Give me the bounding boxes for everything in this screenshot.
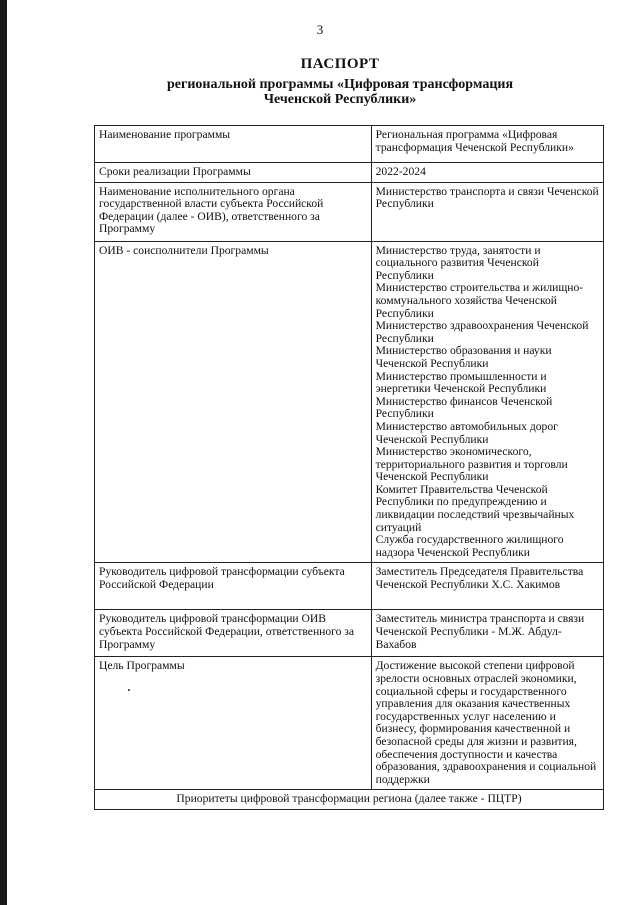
list-item: Министерство финансов Чеченской Республики [375,394,553,421]
row-value: Региональная программа «Цифровая трансформация Чеченской Республики» [371,126,603,163]
row-label: Сроки реализации Программы [95,163,372,183]
row-label: Наименование программы [95,126,372,163]
row-value: Заместитель Председателя Правительства Чеченской Республики Х.С. Хакимов [371,563,603,610]
list-item: Министерство здравоохранения Чеченской Республики [375,319,589,345]
row-label: Наименование исполнительного органа государственной власти субъекта Российской Федерации (далее - ОИВ), ответственного за Программу [95,182,372,241]
row-label: Руководитель цифровой трансформации субъекта Российской Федерации [95,563,372,610]
page-number: 3 [316,22,324,37]
table-row-co-executors [95,241,604,563]
passport-table [94,125,604,810]
table-row-responsible-body [95,182,604,241]
subtitle-line-1: региональной программы «Цифровая трансформация [166,77,514,92]
list-item: Министерство промышленности и энергетики Чеченской Республики [375,369,547,396]
list-item: Министерство труда, занятости и социального развития Чеченской Республики [375,243,541,282]
table-row-goal [95,657,604,790]
row-value: Достижение высокой степени цифровой зрелости основных отраслей экономики, социальной сферы и государственного управления для оказания качественных государственных услуг населению и бизнесу, формирования качественной и безопасной среды для жизни и развития, обеспечения доступности и качества образования, здравоохранения и социальной поддержки [371,657,603,790]
subtitle-line-2: Чеченской Республики» [263,92,417,107]
row-label-cell [95,657,372,790]
row-value-list [371,241,603,563]
document-subtitle [0,77,640,107]
row-value: Заместитель министра транспорта и связи Чеченской Республики - М.Ж. Абдул-Вахабов [371,610,603,657]
list-item: Министерство экономического, территориального развития и торговли Чеченской Республики [375,445,568,484]
document-title: ПАСПОРТ [300,56,380,72]
list-item: Комитет Правительства Чеченской Республики по предупреждению и ликвидации последствий чрезвычайных ситуаций [375,482,575,534]
priorities-heading: Приоритеты цифровой трансформации региона (далее также - ПЦТР) [95,790,604,810]
row-value: Министерство транспорта и связи Чеченской Республики [371,182,603,241]
table-row-oiv-head [95,610,604,657]
scan-dot: · [127,684,131,698]
row-label: Цель Программы [99,659,185,673]
list-item: Министерство автомобильных дорог Чеченской Республики [375,419,558,446]
row-label: Руководитель цифровой трансформации ОИВ субъекта Российской Федерации, ответственного за Программу [95,610,372,657]
table-row-priorities [95,790,604,810]
scan-edge [0,0,7,905]
list-item: Министерство строительства и жилищно-коммунального хозяйства Чеченской Республики [375,281,584,320]
table-row-period [95,163,604,183]
list-item: Министерство образования и науки Чеченской Республики [375,344,552,370]
row-value: 2022-2024 [371,163,603,183]
table-row-program-name [95,126,604,163]
row-label: ОИВ - соисполнители Программы [95,241,372,563]
list-item: Служба государственного жилищного надзора Чеченской Республики [375,533,564,559]
table-row-regional-head [95,563,604,610]
